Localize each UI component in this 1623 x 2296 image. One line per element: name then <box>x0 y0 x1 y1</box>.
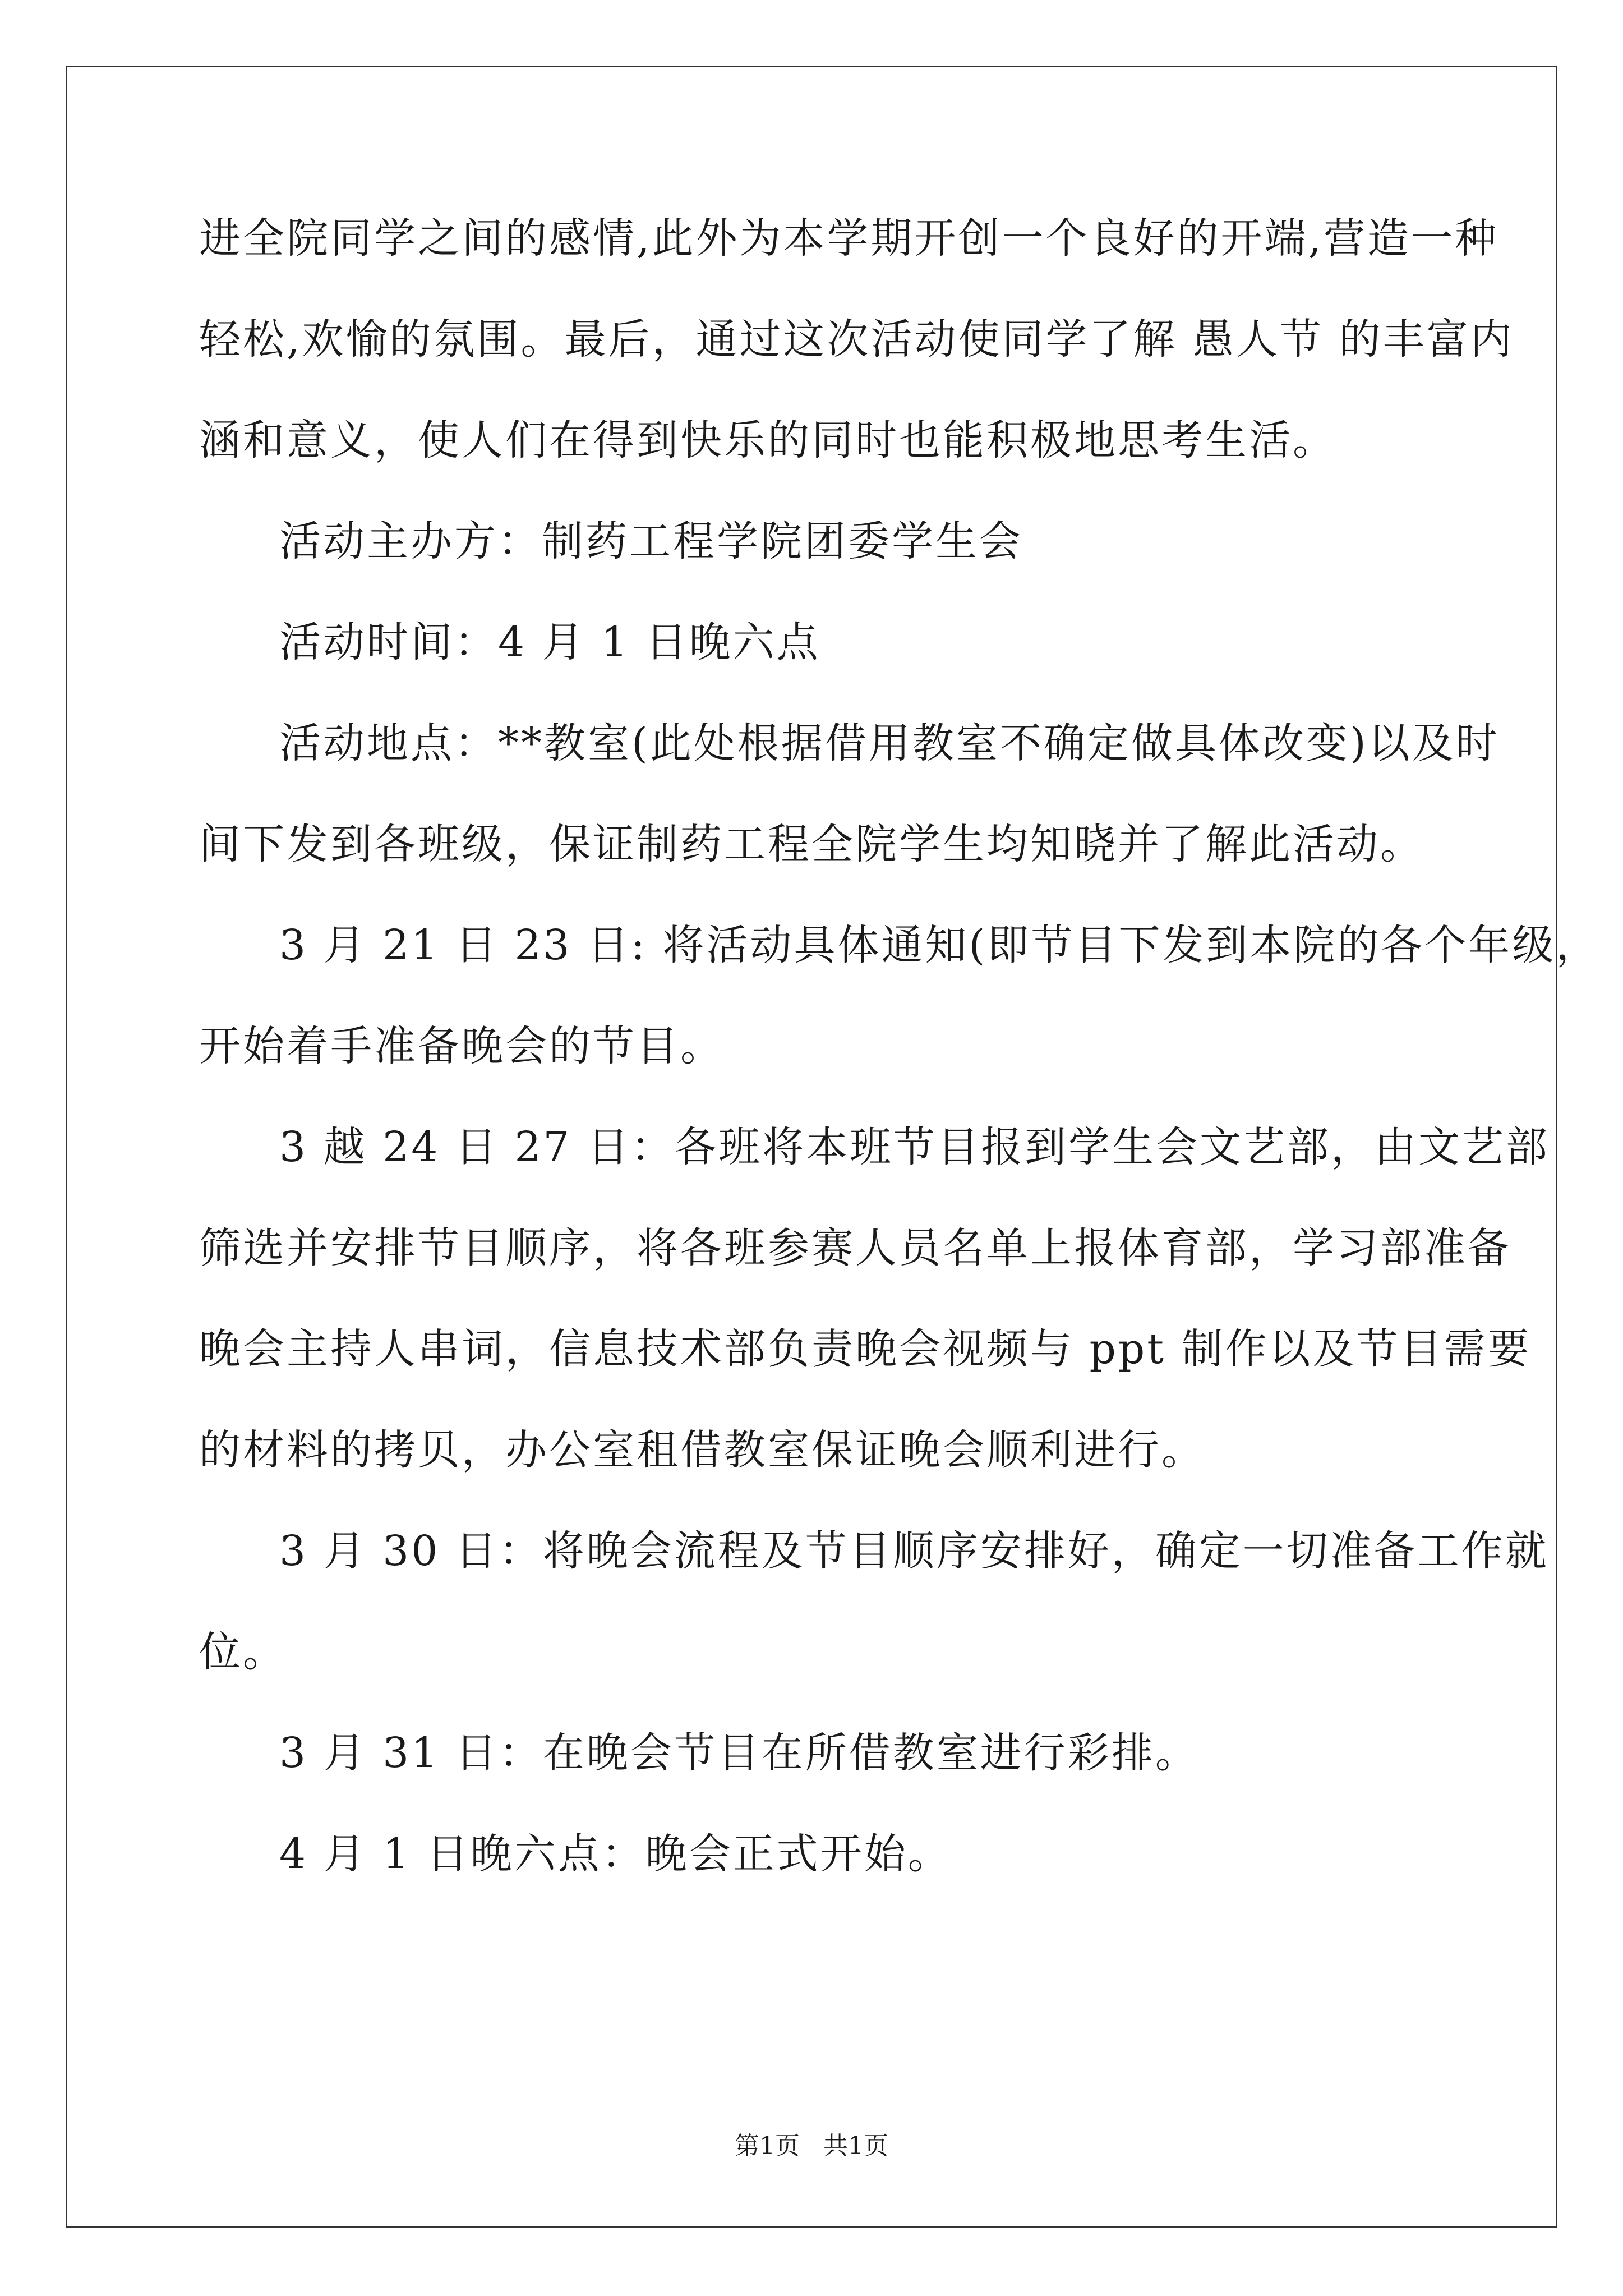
text-line: 活动时间：4 月 1 日晚六点 <box>279 618 820 666</box>
text-line: 间下发到各班级，保证制药工程全院学生均知晓并了解此活动。 <box>199 820 1424 868</box>
text-line: 活动主办方：制药工程学院团委学生会 <box>279 517 1023 565</box>
text-line: 4 月 1 日晚六点：晚会正式开始。 <box>279 1830 952 1878</box>
page-footer: 第1页 共1页 <box>735 2132 888 2160</box>
text-line: 进全院同学之间的感情,此外为本学期开创一个良好的开端,营造一种 <box>199 214 1499 263</box>
text-line: 晚会主持人串词，信息技术部负责晚会视频与 ppt 制作以及节目需要 <box>199 1325 1532 1373</box>
text-line: 的材料的拷贝，办公室租借教室保证晚会顺利进行。 <box>199 1426 1205 1474</box>
text-line: 3 月 31 日：在晚会节目在所借教室进行彩排。 <box>279 1729 1199 1777</box>
text-line: 位。 <box>199 1628 287 1676</box>
text-line: 轻松,欢愉的氛围。最后，通过这次活动使同学了解 愚人节 的丰富内 <box>199 315 1514 364</box>
text-line: 3 越 24 日 27 日：各班将本班节目报到学生会文艺部，由文艺部 <box>279 1123 1550 1171</box>
text-line: 筛选并安排节目顺序，将各班参赛人员名单上报体育部，学习部准备 <box>199 1224 1511 1272</box>
text-line: 开始着手准备晚会的节目。 <box>199 1022 724 1070</box>
text-line: 活动地点：**教室(此处根据借用教室不确定做具体改变)以及时 <box>279 719 1500 767</box>
text-line: 涵和意义，使人们在得到快乐的同时也能积极地思考生活。 <box>199 416 1336 464</box>
text-line: 3 月 30 日：将晚会流程及节目顺序安排好，确定一切准备工作就 <box>279 1527 1549 1575</box>
text-line: 3 月 21 日 23 日: 将活动具体通知(即节目下发到本院的各个年级， <box>279 921 1600 969</box>
